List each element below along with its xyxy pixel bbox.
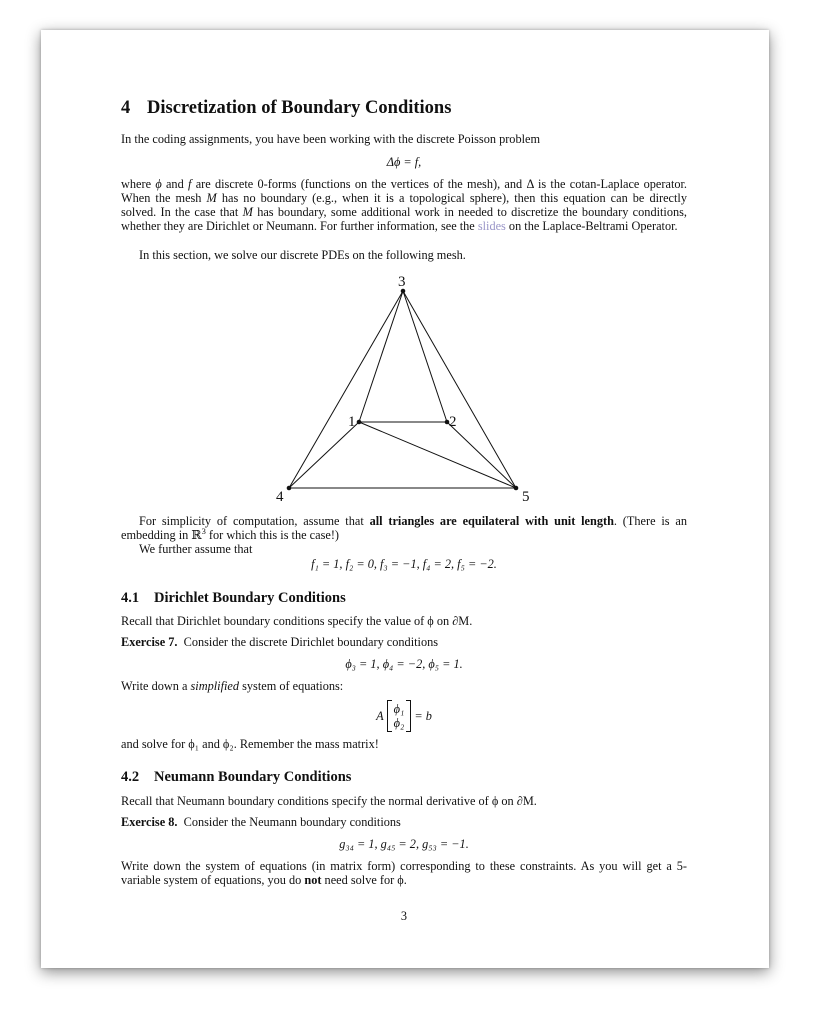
vector-entry: ϕ₁	[393, 702, 405, 716]
matrix-A: A	[376, 708, 384, 723]
exercise-label: Exercise 8.	[121, 815, 178, 829]
text-span: for which this is the case!)	[205, 528, 340, 542]
math-phi: ϕ	[155, 177, 162, 191]
section-title: Discretization of Boundary Conditions	[147, 98, 452, 118]
vertex-label-1: 1	[348, 414, 356, 430]
subsection-title: Neumann Boundary Conditions	[154, 769, 352, 785]
section-number: 4	[121, 98, 131, 118]
dirichlet-equation: ϕ₃ = 1, ϕ₄ = −2, ϕ₅ = 1.	[345, 657, 463, 671]
matrix-rhs: = b	[414, 708, 432, 723]
text-span: has no boundary (e.g., when it is a topological sphere), then this equation can be directly solved. In the case that	[121, 191, 687, 219]
right-bracket	[406, 700, 411, 732]
f-values-equation: f₁ = 1, f₂ = 0, f₃ = −1, f₄ = 2, f₅ = −2.	[311, 557, 497, 571]
document-page	[41, 30, 769, 968]
vertex-5	[514, 486, 519, 491]
poisson-equation: Δϕ = f,	[386, 155, 422, 169]
subsection-heading-dirichlet	[121, 590, 346, 607]
neumann-paragraph-1: Recall that Neumann boundary conditions specify the normal derivative of ϕ on ∂M.	[121, 794, 537, 808]
vector-entry: ϕ₂	[393, 716, 405, 730]
text-span: where	[121, 177, 156, 191]
edge-1-5	[359, 422, 516, 488]
text-span: need solve for ϕ.	[321, 873, 407, 887]
text-span: system of equations:	[239, 679, 344, 693]
bold-text: not	[304, 873, 322, 887]
text-span: Write down a	[121, 679, 191, 693]
assumption-paragraph-2: We further assume that	[139, 542, 253, 556]
text-span: For simplicity of computation, assume that	[139, 514, 370, 528]
text-span: Write down the system of equations (in matrix form) corresponding to these constraints. As you will get a 5-variable system of equations, you do	[121, 859, 687, 887]
text-span: on the Laplace-Beltrami Operator.	[505, 219, 678, 233]
vertex-label-5: 5	[522, 489, 530, 505]
slides-link[interactable]: slides	[477, 219, 506, 233]
intro-paragraph-3: In this section, we solve our discrete PDEs on the following mesh.	[139, 248, 466, 262]
dirichlet-paragraph-2	[121, 679, 687, 693]
subsection-heading-neumann	[121, 769, 351, 786]
vertex-label-2: 2	[449, 414, 457, 430]
exercise-text: Consider the discrete Dirichlet boundary conditions	[183, 635, 439, 649]
vertex-4	[287, 486, 292, 491]
matrix-equation	[121, 698, 687, 734]
emphasis-text: simplified	[190, 679, 240, 693]
vertex-1	[357, 420, 362, 425]
vertex-label-4: 4	[276, 489, 284, 505]
math-f: f	[188, 177, 192, 191]
neumann-equation: g₃₄ = 1, g₄₅ = 2, g₅₃ = −1.	[339, 837, 469, 851]
subsection-number: 4.2	[121, 769, 140, 785]
exercise-text: Consider the Neumann boundary conditions	[183, 815, 401, 829]
exercise-7	[121, 635, 687, 649]
text-span: and	[161, 177, 189, 191]
math-M: M	[206, 191, 217, 205]
superscript: 3	[201, 525, 206, 536]
edge-3-5	[403, 291, 516, 488]
mesh-diagram	[121, 30, 687, 510]
subsection-title: Dirichlet Boundary Conditions	[154, 590, 346, 606]
neumann-paragraph-2	[121, 859, 687, 887]
bold-text: all triangles are equilateral with unit length	[369, 514, 614, 528]
dirichlet-paragraph-3: and solve for ϕ₁ and ϕ₂. Remember the mass matrix!	[121, 737, 379, 751]
page-number: 3	[400, 909, 408, 923]
edge-2-5	[447, 422, 516, 488]
edge-3-4	[289, 291, 403, 488]
dirichlet-paragraph-1: Recall that Dirichlet boundary conditions specify the value of ϕ on ∂M.	[121, 614, 473, 628]
text-span: has boundary, some additional work in needed to discretize the boundary conditions, whether they are Dirichlet or Neumann. For further information, see the	[121, 205, 687, 233]
vertex-label-3: 3	[398, 274, 406, 290]
assumption-paragraph	[121, 514, 687, 542]
text-span: . (There is an embedding in ℝ	[121, 514, 687, 542]
math-M: M	[242, 205, 253, 219]
intro-paragraph-1: In the coding assignments, you have been working with the discrete Poisson problem	[121, 132, 541, 146]
exercise-8	[121, 815, 687, 829]
edge-1-4	[289, 422, 359, 488]
subsection-number: 4.1	[121, 590, 140, 606]
phi-vector	[392, 702, 407, 730]
text-span: are discrete 0-forms (functions on the vertices of the mesh), and Δ is the cotan-Laplace operator. When the mesh	[121, 177, 687, 205]
exercise-label: Exercise 7.	[121, 635, 178, 649]
